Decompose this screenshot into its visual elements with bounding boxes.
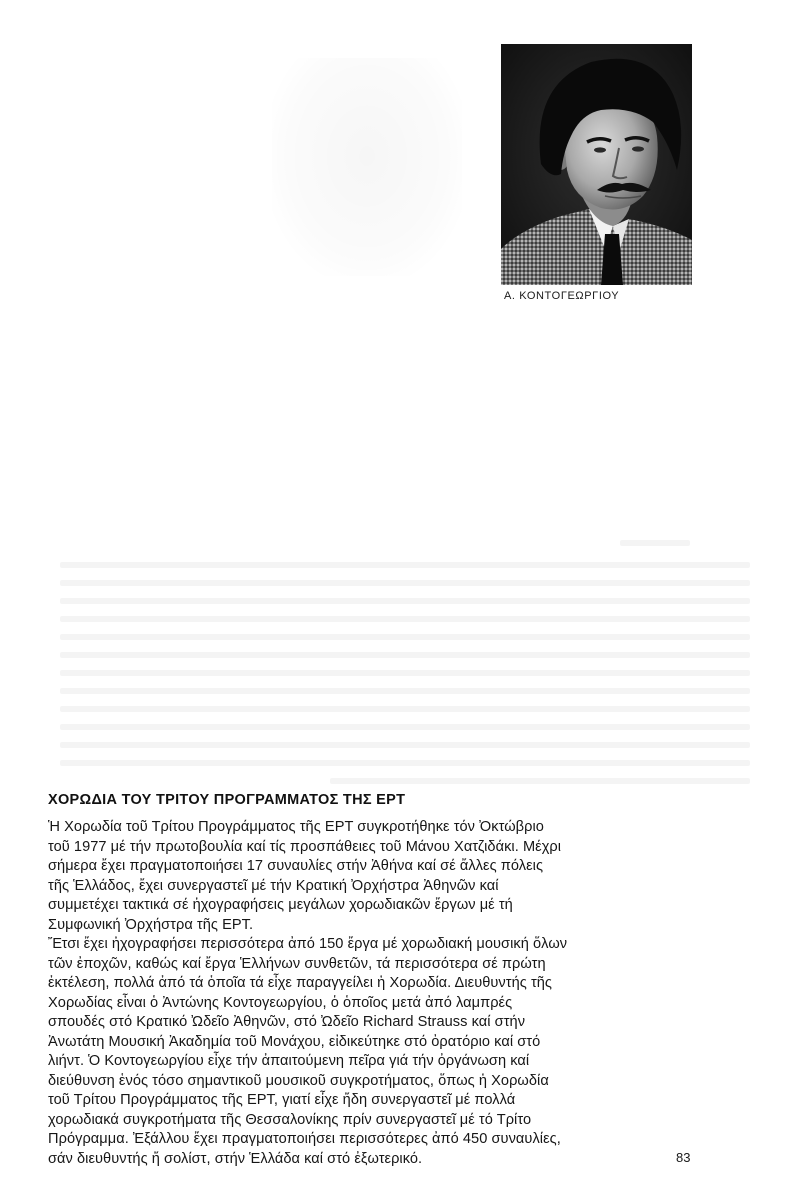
body-line: λιήντ. Ὁ Κοντογεωργίου εἶχε τήν ἀπαιτούμενη πεῖρα γιά τήν ὀργάνωση καί xyxy=(48,1053,530,1069)
page-number: 83 xyxy=(676,1150,691,1165)
body-line: ἐκτέλεση, πολλά ἀπό τά ὁποῖα τά εἶχε παραγγείλει ἡ Χορωδία. Διευθυντής τῆς xyxy=(48,975,553,991)
portrait-photo xyxy=(501,44,692,285)
body-line: συμμετέχει τακτικά σέ ἠχογραφήσεις μεγάλων χορωδιακῶν ἔργων μέ τή xyxy=(48,897,513,913)
article-title: ΧΟΡΩΔΙΑ ΤΟΥ ΤΡΙΤΟΥ ΠΡΟΓΡΑΜΜΑΤΟΣ ΤΗΣ ΕΡΤ xyxy=(48,792,406,808)
body-line: σήμερα ἔχει πραγματοποιήσει 17 συναυλίες στήν Ἀθήνα καί σέ ἄλλες πόλεις xyxy=(48,858,544,874)
body-line: τῶν ἐποχῶν, καθώς καί ἔργα Ἑλλήνων συνθετῶν, τά περισσότερα σέ πρώτη xyxy=(48,955,546,972)
body-line: Ἀνωτάτη Μουσική Ἀκαδημία τοῦ Μονάχου, εἰδικεύτηκε στό ὀρατόριο καί στό xyxy=(48,1033,541,1050)
body-line: σπουδές στό Κρατικό Ὠδεῖο Ἀθηνῶν, στό Ὠδεῖο Richard Strauss καί στήν xyxy=(48,1014,526,1030)
article xyxy=(48,792,698,1169)
body-line: τοῦ 1977 μέ τήν πρωτοβουλία καί τίς προσπάθειες τοῦ Μάνου Χατζιδάκι. Μέχρι xyxy=(48,838,562,855)
body-line: σάν διευθυντής ἤ σολίστ, στήν Ἑλλάδα καί στό ἐξωτερικό. xyxy=(48,1150,423,1167)
body-line: διεύθυνση ἑνός τόσο σημαντικοῦ μουσικοῦ συγκροτήματος, ὅπως ἡ Χορωδία xyxy=(48,1072,549,1089)
bleed-through-photo xyxy=(272,58,462,276)
body-line: Συμφωνική Ὀρχήστρα τῆς ΕΡΤ. xyxy=(48,916,254,933)
article-body xyxy=(48,818,698,1169)
body-line: Χορωδίας εἶναι ὁ Ἀντώνης Κοντογεωργίου, ὁ ὁποῖος μετά ἀπό λαμπρές xyxy=(48,994,513,1011)
portrait-image xyxy=(501,44,692,285)
body-line: χορωδιακά συγκροτήματα τῆς Θεσσαλονίκης πρίν συνεργαστεῖ μέ τό Τρίτο xyxy=(48,1111,532,1128)
bleed-through-text xyxy=(60,540,760,788)
body-line: Ἔτσι ἔχει ἠχογραφήσει περισσότερα ἀπό 150 ἔργα μέ χορωδιακή μουσική ὅλων xyxy=(48,936,568,952)
body-line: Ἡ Χορωδία τοῦ Τρίτου Προγράμματος τῆς ΕΡΤ συγκροτήθηκε τόν Ὀκτώβριο xyxy=(48,819,544,835)
body-line: Πρόγραμμα. Ἐξάλλου ἔχει πραγματοποιήσει περισσότερες ἀπό 450 συναυλίες, xyxy=(48,1131,561,1147)
photo-caption: Α. ΚΟΝΤΟΓΕΩΡΓΙΟΥ xyxy=(504,290,620,302)
body-line: τοῦ Τρίτου Προγράμματος τῆς ΕΡΤ, γιατί εἶχε ἤδη συνεργαστεῖ μέ πολλά xyxy=(48,1092,516,1108)
body-line: τῆς Ἑλλάδος, ἔχει συνεργαστεῖ μέ τήν Κρατική Ὀρχήστρα Ἀθηνῶν καί xyxy=(48,877,499,894)
